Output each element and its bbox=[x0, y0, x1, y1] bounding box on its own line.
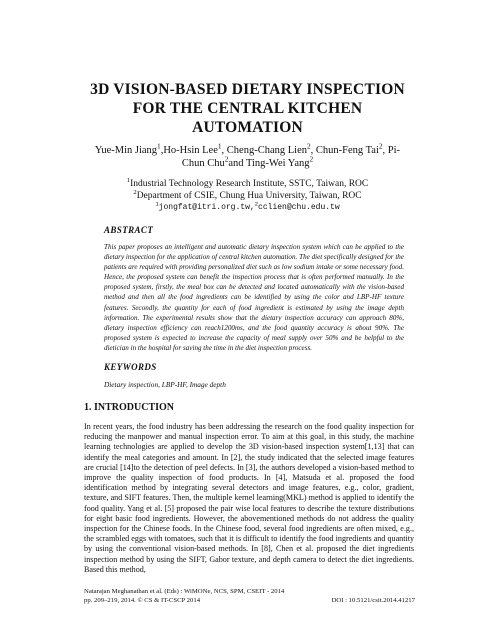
abstract-heading: ABSTRACT bbox=[104, 225, 154, 235]
author-line-2 bbox=[85, 154, 410, 170]
author-affil-mark: 1 bbox=[217, 141, 222, 151]
author-affil-mark: 2 bbox=[378, 141, 383, 151]
abstract-text: This paper proposes an intelligent and automatic dietary inspection system which can be applied to the dietary inspection for the application of central kitchen automation. The diet specifically designed for the patients are required with providing personalized diet such as low sodium intake or some necessary food. Hence, the proposed system can benefit the inspection process that is often performed manually. In the proposed system, firstly, the meal box can be detected and located automatically with the vision-based method and then all the food ingredients can be identified by using the color and LBP-HF texture features. Secondly, the quantity for each of food ingredient is estimated by using the image depth information. The experimental results show that the dietary inspection accuracy can approach 80%, dietary inspection efficiency can reach1200ms, and the food quantity accuracy is about 90%. The proposed system is expected to increase the capacity of meal supply over 50% and be helpful to the dietician in the hospital for saving the time in the diet inspection process. bbox=[104, 243, 404, 352]
affiliations bbox=[60, 178, 435, 214]
author-name: , Pi- bbox=[382, 145, 401, 156]
author-name: Chun Chu bbox=[181, 158, 225, 169]
footer-citation bbox=[84, 587, 284, 605]
paper-title bbox=[40, 80, 455, 137]
email-2: cclien@chu.edu.tw bbox=[258, 203, 340, 212]
keywords-text: Dietary inspection, LBP-HF, Image depth bbox=[104, 380, 226, 389]
author-emails bbox=[60, 202, 435, 214]
author-affil-mark: 2 bbox=[224, 154, 229, 164]
email-1: jongfat@itri.org.tw, bbox=[158, 203, 255, 212]
affil-mark: 2 bbox=[133, 188, 137, 196]
author-name: ,Ho-Hsin Lee bbox=[160, 145, 218, 156]
author-name: , Chun-Feng Tai bbox=[310, 145, 379, 156]
affiliation-2 bbox=[60, 190, 435, 202]
author-list bbox=[85, 141, 410, 170]
affil-mark: 1 bbox=[126, 176, 131, 184]
author-affil-mark: 2 bbox=[309, 154, 314, 164]
author-name: and Ting-Wei Yang bbox=[228, 158, 310, 169]
introduction-text: In recent years, the food industry has been addressing the research on the food quality inspection for reducing the manpower and manual inspection error. To aim at this goal, in this study, the machine learning technologies are applied to develop the 3D vision-based inspection system[1,13] that can identify the meal categories and amount. In [2], the study indicated that the selected image features are crucial [14]to the detection of peel defects. In [3], the authors developed a vision-based method to improve the quality inspection of food products. In [4], Matsuda et al. proposed the food identification method by integrating several detectors and image features, e.g., color, gradient, texture, and SIFT features. Then, the multiple kernel learning(MKL) method is applied to identify the food quality. Yang et al. [5] proposed the pair wise local features to describe the texture distributions for eight basic food ingredients. However, the abovementioned methods do not address the quality inspection for the Chinese foods. In the Chinese food, several food ingredients are often mixed, e.g., the scrambled eggs with tomatoes, such that it is difficult to identify the food ingredients and quantity by using the conventional vision-based methods. In [8], Chen et al. proposed the diet ingredients inspection method by using the SIFT, Gabor texture, and depth camera to detect the diet ingredients. Based this method, bbox=[84, 422, 414, 574]
title-line-2: FOR THE CENTRAL KITCHEN bbox=[132, 100, 363, 117]
email-mark: 1 bbox=[155, 200, 159, 208]
affiliation-1 bbox=[60, 178, 435, 190]
email-mark: 2 bbox=[254, 200, 259, 208]
title-line-1: 3D VISION-BASED DIETARY INSPECTION bbox=[90, 81, 405, 98]
footer-line-1: Natarajan Meghanathan et al. (Eds) : WiMONe, NCS, SPM, CSEIT - 2014 bbox=[84, 588, 285, 595]
author-affil-mark: 2 bbox=[307, 141, 311, 151]
affil-text: Industrial Technology Research Institute, SSTC, Taiwan, ROC bbox=[130, 179, 369, 189]
affil-text: Department of CSIE, Chung Hua University, Taiwan, ROC bbox=[136, 191, 362, 201]
title-line-3: AUTOMATION bbox=[192, 119, 303, 136]
author-name: Yue-Min Jiang bbox=[94, 145, 158, 156]
author-name: , Cheng-Chang Lien bbox=[221, 145, 307, 156]
footer-doi: DOI : 10.5121/csit.2014.41217 bbox=[331, 597, 415, 604]
section-heading-introduction: 1. INTRODUCTION bbox=[84, 402, 175, 413]
author-affil-mark: 1 bbox=[157, 141, 161, 151]
footer-line-2: pp. 209–219, 2014. © CS & IT-CSCP 2014 bbox=[84, 597, 201, 604]
author-line-1 bbox=[85, 141, 410, 157]
keywords-heading: KEYWORDS bbox=[104, 362, 157, 372]
